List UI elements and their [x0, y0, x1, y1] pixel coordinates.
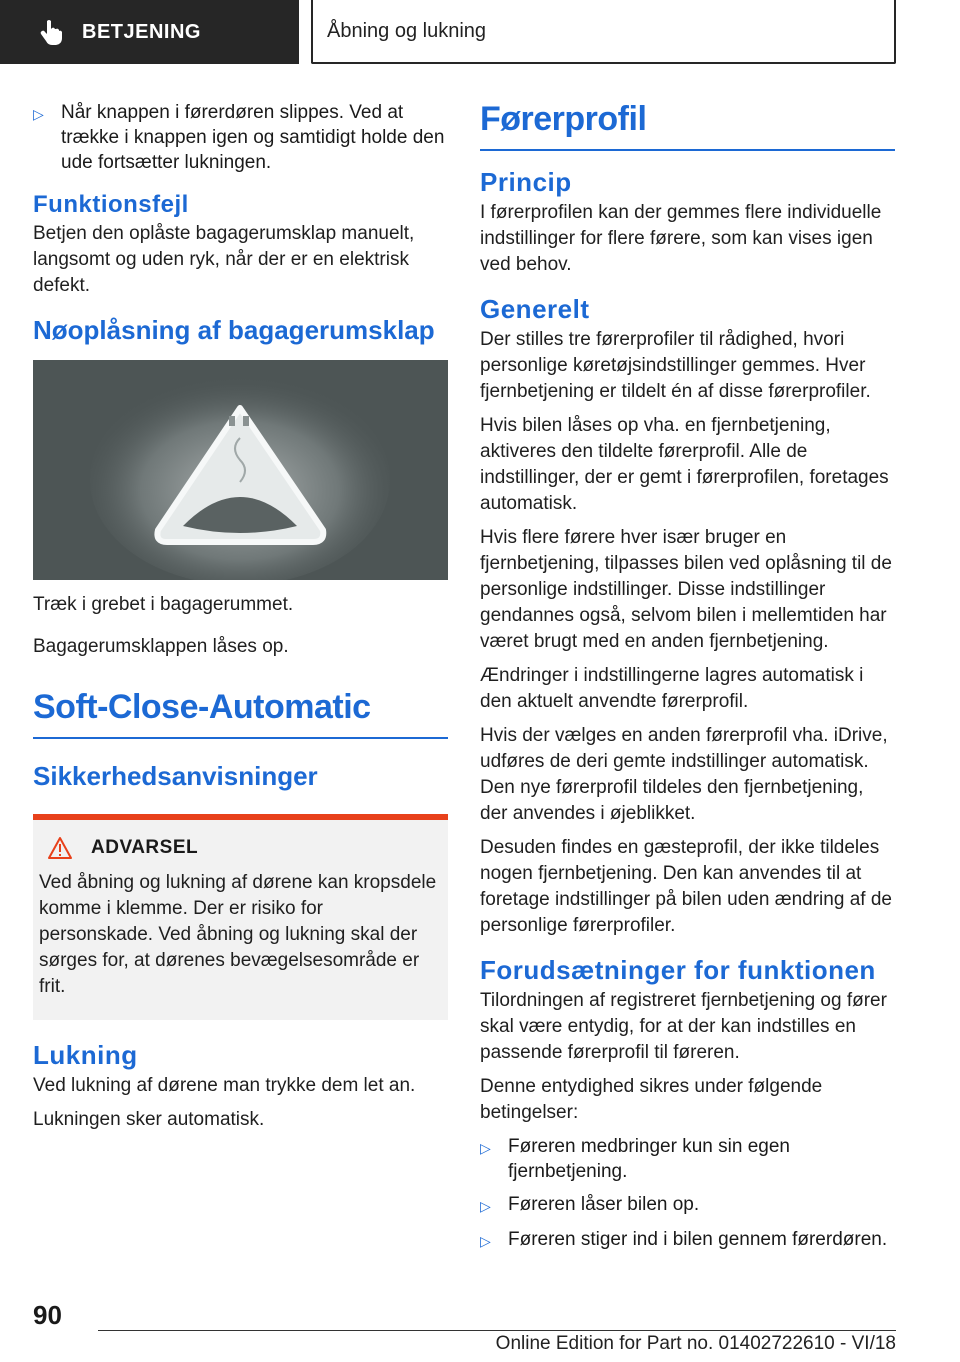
- heading-safety: Sikkerhedsanvisninger: [33, 761, 318, 791]
- paragraph-general-2: Hvis bilen låses op vha. en fjernbetjening, aktiveres den tildelte førerprofil. Alle de indstillinger, der er gemt i førerprofilen, foretages automatisk.: [480, 415, 889, 514]
- paragraph-requirements-1: Tilordningen af registreret fjernbetjening og fører skal være entydig, for at der kan indstilles en passende førerprofil til føreren.: [480, 990, 887, 1063]
- heading-soft-close: Soft-Close-Automatic: [33, 688, 448, 739]
- heading-driver-profile: Førerprofil: [480, 100, 895, 151]
- right-column: [480, 100, 895, 1262]
- list-item: ▷ Føreren låser bilen op.: [480, 1192, 895, 1219]
- paragraph-fault: Betjen den oplåste bagagerumsklap manuelt, langsomt og uden ryk, når der er en elektrisk defekt.: [33, 223, 415, 296]
- paragraph-general-1: Der stilles tre førerprofiler til rådighed, hvori personlige køretøjsindstillinger gemmes. Hver fjernbetjening er tildelt én af disse førerprofiler.: [480, 329, 871, 402]
- paragraph-general-3: Hvis flere førere hver især bruger en fjernbetjening, tilpasses bilen ved oplåsning til de personlige indstillinger. Disse indstillinger gendannes også, selvom bilen i mellemtiden har været brugt med en anden fjernbetjening.: [480, 527, 892, 652]
- heading-emergency-release: Nøoplåsning af bagagerumsklap: [33, 315, 435, 345]
- triangle-bullet-icon: ▷: [480, 1140, 491, 1156]
- heading-fault: Funktionsfejl: [33, 191, 189, 218]
- heading-closing: Lukning: [33, 1040, 138, 1070]
- heading-requirements: Forudsætninger for funktionen: [480, 955, 876, 985]
- triangle-bullet-icon: ▷: [33, 106, 44, 122]
- paragraph-closing-1: Ved lukning af dørene man trykke dem let an.: [33, 1075, 416, 1096]
- handle-illustration: [33, 360, 448, 580]
- triangle-bullet-icon: ▷: [480, 1198, 491, 1214]
- page-number: 90: [33, 1300, 62, 1330]
- footer-divider: [98, 1330, 896, 1331]
- chapter-title: Åbning og lukning: [327, 19, 487, 42]
- section-tab: [0, 0, 299, 64]
- section-title: BETJENING: [82, 20, 201, 43]
- paragraph-general-6: Desuden findes en gæsteprofil, der ikke tildeles nogen fjernbetjening. Den kan anvendes til at foretage indstillinger på bilen uden ændring af de personlige førerprofiler.: [480, 837, 892, 936]
- paragraph-unlocked: Bagagerumsklappen låses op.: [33, 636, 289, 657]
- triangle-bullet-icon: ▷: [480, 1233, 491, 1249]
- paragraph-general-4: Ændringer i indstillingerne lagres automatisk i den aktuelt anvendte førerprofil.: [480, 665, 864, 712]
- paragraph-requirements-2: Denne entydighed sikres under følgende betingelser:: [480, 1076, 823, 1123]
- warning-header: [39, 836, 440, 860]
- list-item: ▷ Når knappen i førerdøren slippes. Ved at trække i knappen igen og samtidigt holde den ude fortsætter lukningen.: [33, 102, 445, 173]
- list-item: ▷ Føreren medbringer kun sin egen fjernbetjening.: [480, 1136, 790, 1182]
- list-item: ▷ Føreren stiger ind i bilen gennem førerdøren.: [480, 1227, 895, 1254]
- left-column: [33, 100, 448, 1141]
- heading-general: Generelt: [480, 294, 590, 324]
- trunk-release-handle-image: [33, 360, 448, 580]
- paragraph-pull-handle: Træk i grebet i bagagerummet.: [33, 594, 294, 615]
- chapter-tab: [311, 0, 896, 64]
- warning-title: ADVARSEL: [91, 837, 199, 858]
- warning-triangle-icon: [47, 836, 73, 860]
- heading-principle: Princip: [480, 167, 572, 197]
- warning-text: Ved åbning og lukning af dørene kan kropsdele komme i klemme. Der er risiko for personskade. Ved åbning og lukning skal der sørges for, at dørenes bevægelsesområde er frit.: [39, 872, 437, 997]
- footer-edition: Online Edition for Part no. 01402722610 - VI/18: [495, 1333, 896, 1354]
- hand-pointer-icon: [40, 19, 62, 45]
- paragraph-principle: I førerprofilen kan der gemmes flere individuelle indstillinger for flere førere, som kan vises igen ved behov.: [480, 202, 882, 275]
- warning-box: [33, 814, 448, 1020]
- paragraph-general-5: Hvis der vælges en anden førerprofil vha. iDrive, udføres de deri gemte indstillinger automatisk. Den nye førerprofil tildeles den fjernbetjening, der anvendes i øjeblikket.: [480, 725, 888, 824]
- paragraph-closing-2: Lukningen sker automatisk.: [33, 1109, 265, 1130]
- page-header: [0, 0, 960, 66]
